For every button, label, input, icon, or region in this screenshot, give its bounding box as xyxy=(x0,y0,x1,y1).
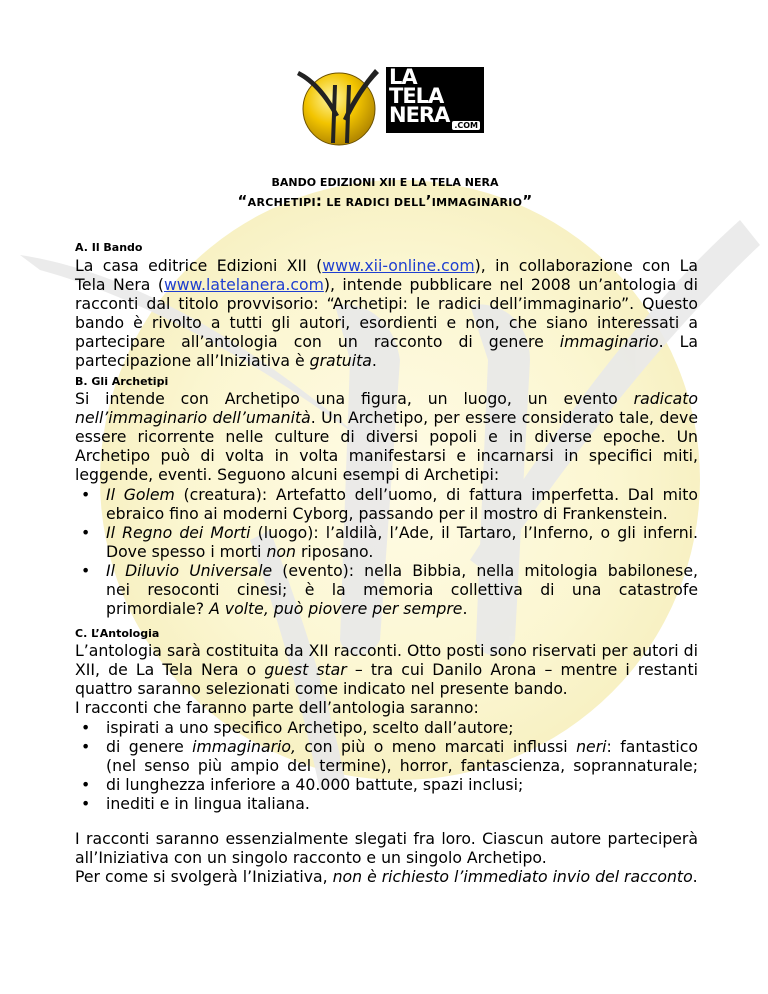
text-line: racconti dal titolo provvisorio: “Archetipi: le radici dell’immaginario”. Questo xyxy=(75,294,698,313)
text-line: I racconti che faranno parte dell’antologia saranno: xyxy=(75,698,479,717)
subtitle-colon: : xyxy=(315,192,323,210)
la-tela-nera-logo xyxy=(386,67,484,133)
text-line: primordiale? A volte, può piovere per sempre. xyxy=(106,599,468,618)
section-b-paragraph xyxy=(75,389,698,484)
xii-online-link[interactable]: www.xii-online.com xyxy=(322,256,475,275)
list-item xyxy=(75,737,698,775)
text-line: XII, de La Tela Nera o guest star – tra cui Danilo Arona – mentre i restanti xyxy=(75,660,699,679)
text-line: Dove spesso i morti non riposano. xyxy=(106,542,374,561)
text-line: all’Iniziativa con un singolo racconto e un singolo Archetipo. xyxy=(75,848,547,867)
bullet-icon: • xyxy=(81,775,91,794)
closing-paragraph xyxy=(75,829,698,886)
list-item xyxy=(75,718,698,737)
open-quote: “ xyxy=(237,192,248,210)
section-a-heading: A. Il Bando xyxy=(75,241,143,254)
logo-text-com: .COM xyxy=(454,121,478,130)
bullet-icon: • xyxy=(81,794,91,813)
logo-text-tela: TELA xyxy=(389,84,444,108)
text-line: (nel senso più ampio del termine), horror, fantascienza, soprannaturale; xyxy=(106,756,698,775)
text-line: Il Regno dei Morti (luogo): l’aldilà, l’Ade, il Tartaro, l’Inferno, o gli inferni. xyxy=(106,523,698,542)
list-item xyxy=(75,794,698,813)
logo-text-nera: NERA xyxy=(389,103,450,127)
list-item xyxy=(75,561,698,618)
list-item xyxy=(75,485,698,523)
section-c-paragraph xyxy=(75,641,698,717)
text-line: ispirati a uno specifico Archetipo, scelto dall’autore; xyxy=(106,718,514,737)
text-line: di genere immaginario, con più o meno marcati influssi neri: fantastico xyxy=(106,737,698,756)
text-line: Si intende con Archetipo una figura, un luogo, un evento radicato xyxy=(75,389,698,408)
text-line: Tela Nera (www.latelanera.com), intende pubblicare nel 2008 un’antologia di xyxy=(75,275,698,294)
text-line: I racconti saranno essenzialmente slegati fra loro. Ciascun autore parteciperà xyxy=(75,829,698,848)
text-line: partecipazione all’Iniziativa è gratuita. xyxy=(75,351,377,370)
logo-text-la: LA xyxy=(389,65,417,89)
list-item xyxy=(75,523,698,561)
text-line: ebraico fino ai moderni Cyborg, passando per il mostro di Frankenstein. xyxy=(106,504,668,523)
section-c-heading: C. L’Antologia xyxy=(75,627,160,640)
text-line: partecipare all’antologia con un racconto di genere immaginario. La xyxy=(75,332,698,351)
latelanera-link[interactable]: www.latelanera.com xyxy=(163,275,324,294)
close-quote: ” xyxy=(522,192,533,210)
text-line: Il Diluvio Universale (evento): nella Bibbia, nella mitologia babilonese, xyxy=(106,561,698,580)
text-line: Per come si svolgerà l’Iniziativa, non è richiesto l’immediato invio del racconto. xyxy=(75,867,698,886)
bullet-icon: • xyxy=(81,718,91,737)
text-line: La casa editrice Edizioni XII (www.xii-online.com), in collaborazione con La xyxy=(75,256,698,275)
section-a-paragraph xyxy=(75,256,698,370)
text-line: bando è rivolto a tutti gli autori, esordienti e non, che siano interessati a xyxy=(75,313,698,332)
text-line: essere ricorrente nelle culture di diversi popoli e in diverse epoche. Un xyxy=(75,427,698,446)
subtitle-word: LE RADICI DELL xyxy=(322,196,426,209)
edizioni-xii-logo xyxy=(297,63,379,149)
bullet-icon: • xyxy=(81,561,91,580)
subtitle-word: IMMAGINARIO xyxy=(431,196,523,209)
subtitle-apostrophe: ’ xyxy=(425,192,432,210)
text-line: leggende, eventi. Seguono alcuni esempi di Archetipi: xyxy=(75,465,500,484)
text-line: nell’immaginario dell’umanità. Un Archetipo, per essere considerato tale, deve xyxy=(75,408,698,427)
text-line: L’antologia sarà costituita da XII racconti. Otto posti sono riservati per autori di xyxy=(75,641,698,660)
text-line: Archetipo può di volta in volta manifestarsi e incarnarsi in specifici miti, xyxy=(75,446,698,465)
text-line: Il Golem (creatura): Artefatto dell’uomo, di fattura imperfetta. Dal mito xyxy=(106,485,698,504)
document-title: BANDO EDIZIONI XII E LA TELA NERA xyxy=(271,176,499,189)
document-subtitle xyxy=(75,192,695,210)
subtitle-word: ARCHETIPI xyxy=(247,196,316,209)
text-line: di lunghezza inferiore a 40.000 battute, spazi inclusi; xyxy=(106,775,524,794)
text-line: quattro saranno selezionati come indicato nel presente bando. xyxy=(75,679,568,698)
text-line: inediti e in lingua italiana. xyxy=(106,794,310,813)
bullet-icon: • xyxy=(81,523,91,542)
text-line: nei resoconti cinesi; è la memoria collettiva di una catastrofe xyxy=(106,580,698,599)
section-b-heading: B. Gli Archetipi xyxy=(75,375,169,388)
list-item xyxy=(75,775,698,794)
bullet-icon: • xyxy=(81,737,91,756)
bullet-icon: • xyxy=(81,485,91,504)
